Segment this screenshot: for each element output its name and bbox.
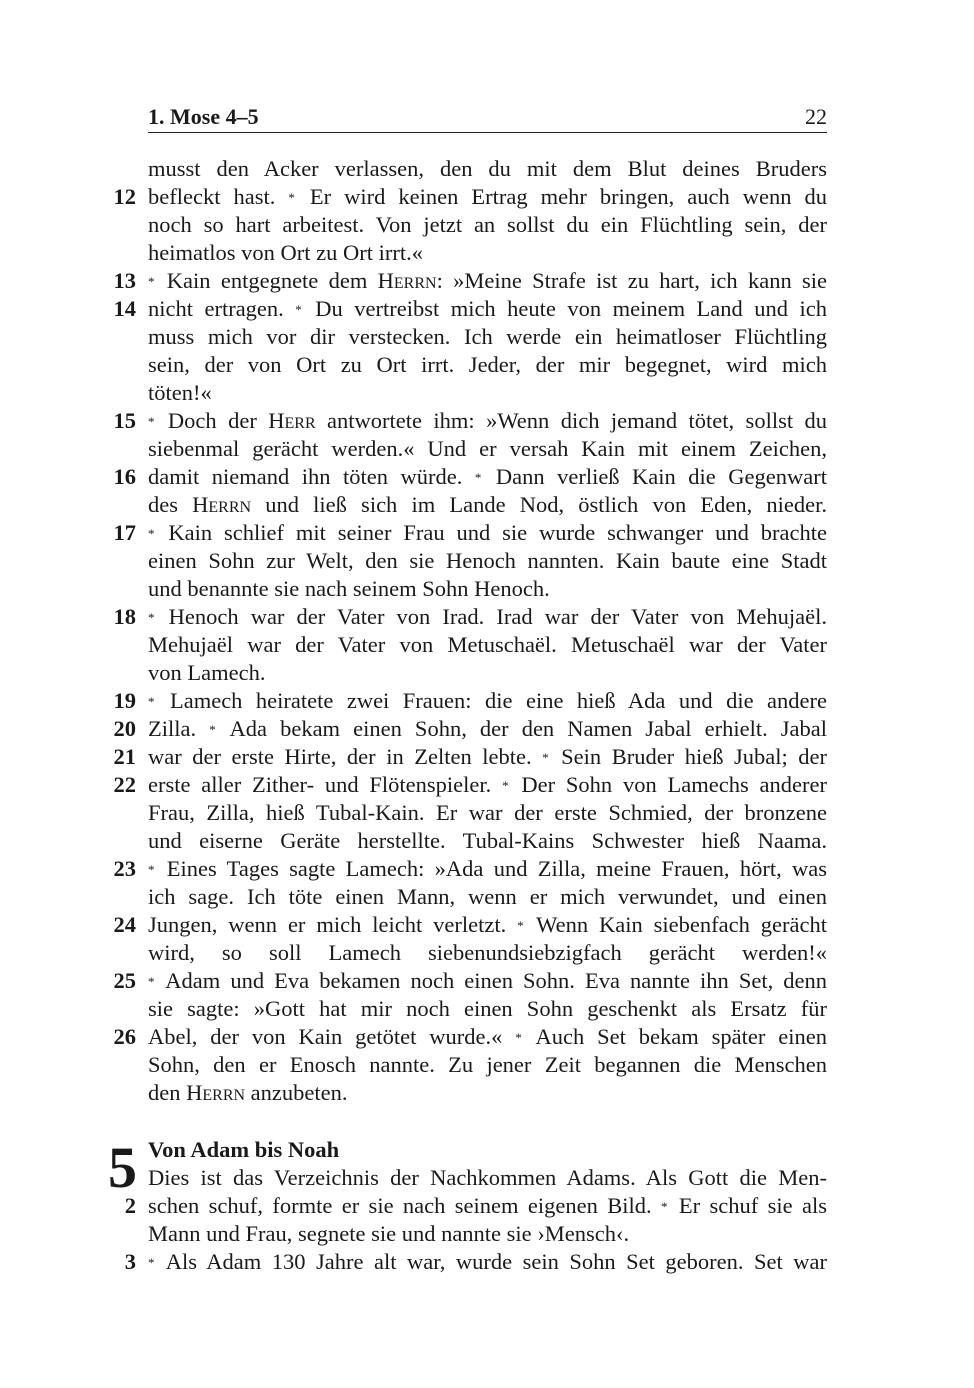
verse-marker: *: [288, 190, 295, 205]
verse-marker: *: [474, 470, 482, 485]
text-line: Sohn, den er Enosch nannte. Zu jener Zeit begannen die Menschen: [148, 1052, 827, 1077]
section-heading: Von Adam bis Noah: [148, 1137, 340, 1162]
text-line: Mann und Frau, segnete sie und nannte sie ›Mensch‹.: [148, 1221, 630, 1246]
verse-marker: *: [148, 1255, 155, 1270]
divine-name: Herrn: [192, 492, 252, 517]
text-line: Frau, Zilla, hieß Tubal-Kain. Er war der erste Schmied, der bronzene: [148, 800, 827, 825]
text-line: damit niemand ihn töten würde. * Dann verließ Kain die Gegenwart: [148, 464, 827, 489]
text-line: schen schuf, formte er sie nach seinem eigenen Bild. * Er schuf sie als: [148, 1193, 827, 1218]
verse-marker: *: [148, 862, 155, 877]
text-line: und eiserne Geräte herstellte. Tubal-Kains Schwester hieß Naama.: [148, 828, 827, 853]
text-line: Abel, der von Kain getötet wurde.« * Auch Set bekam später einen: [148, 1024, 827, 1049]
text-line: * Eines Tages sagte Lamech: »Ada und Zilla, meine Frauen, hört, was: [148, 856, 827, 881]
verse-number: 19: [113, 688, 136, 713]
book-chapter-title: 1. Mose 4–5: [148, 104, 259, 129]
verse-marker: *: [502, 778, 509, 793]
text-line: Jungen, wenn er mich leicht verletzt. * Wenn Kain siebenfach gerächt: [148, 912, 827, 937]
verse-number: 17: [113, 520, 136, 545]
text-line: * Kain entgegnete dem Herrn: »Meine Strafe ist zu hart, ich kann sie: [148, 268, 827, 293]
running-header: [148, 102, 827, 133]
verse-marker: *: [517, 918, 524, 933]
verse-number: 21: [113, 744, 136, 769]
text-line: des Herrn und ließ sich im Lande Nod, östlich von Eden, nieder.: [148, 492, 827, 517]
text-line: und benannte sie nach seinem Sohn Henoch.: [148, 576, 550, 601]
verse-marker: *: [209, 722, 216, 737]
text-line: sein, der von Ort zu Ort irrt. Jeder, der mir begegnet, wird mich: [148, 352, 827, 377]
text-line: von Lamech.: [148, 660, 266, 685]
text-line: einen Sohn zur Welt, den sie Henoch nannten. Kain baute eine Stadt: [148, 548, 827, 573]
text-line: heimatlos von Ort zu Ort irrt.«: [148, 240, 423, 265]
verse-marker: *: [148, 610, 155, 625]
text-line: * Doch der Herr antwortete ihm: »Wenn dich jemand tötet, sollst du: [148, 408, 827, 433]
text-line: nicht ertragen. * Du vertreibst mich heute von meinem Land und ich: [148, 296, 827, 321]
text-line: erste aller Zither- und Flötenspieler. * Der Sohn von Lamechs anderer: [148, 772, 827, 797]
verse-number: 14: [113, 296, 136, 321]
text-line: den Herrn anzubeten.: [148, 1080, 348, 1105]
text-line: sie sagte: »Gott hat mir noch einen Sohn geschenkt als Ersatz für: [148, 996, 827, 1021]
verse-number: 20: [113, 716, 136, 741]
chapter-number: 5: [108, 1135, 137, 1200]
verse-marker: *: [148, 694, 155, 709]
text-line: noch so hart arbeitest. Von jetzt an sollst du ein Flüchtling sein, der: [148, 212, 827, 237]
verse-marker: *: [148, 414, 155, 429]
verse-number: 25: [113, 968, 136, 993]
text-line: muss mich vor dir verstecken. Ich werde ein heimatloser Flüchtling: [148, 324, 827, 349]
verse-number: 23: [113, 856, 136, 881]
verse-marker: *: [661, 1199, 668, 1214]
divine-name: Herrn: [186, 1080, 246, 1105]
verse-marker: *: [148, 526, 155, 541]
text-line: * Lamech heiratete zwei Frauen: die eine hieß Ada und die andere: [148, 688, 827, 713]
text-line: ich sage. Ich töte einen Mann, wenn er mich verwundet, und einen: [148, 884, 827, 909]
verse-number: 22: [113, 772, 136, 797]
verse-marker: *: [295, 302, 302, 317]
text-line: Mehujaël war der Vater von Metuschaël. Metuschaël war der Vater: [148, 632, 827, 657]
verse-number: 12: [113, 184, 136, 209]
verse-marker: *: [515, 1030, 522, 1045]
page-number: 22: [805, 104, 827, 129]
text-line: * Adam und Eva bekamen noch einen Sohn. Eva nannte ihn Set, denn: [148, 968, 827, 993]
verse-number: 16: [113, 464, 136, 489]
text-line: * Kain schlief mit seiner Frau und sie wurde schwanger und brachte: [148, 520, 827, 545]
text-line: siebenmal gerächt werden.« Und er versah Kain mit einem Zeichen,: [148, 436, 827, 461]
verse-number: 18: [113, 604, 136, 629]
text-line: war der erste Hirte, der in Zelten lebte. * Sein Bruder hieß Jubal; der: [148, 744, 827, 769]
verse-number: 2: [124, 1193, 136, 1218]
verse-number: 15: [113, 408, 136, 433]
text-line: Dies ist das Verzeichnis der Nachkommen Adams. Als Gott die Men-: [148, 1165, 827, 1190]
verse-marker: *: [542, 750, 549, 765]
text-line: * Henoch war der Vater von Irad. Irad war der Vater von Mehujaël.: [148, 604, 827, 629]
text-line: befleckt hast. * Er wird keinen Ertrag mehr bringen, auch wenn du: [148, 184, 828, 209]
verse-number: 26: [113, 1024, 136, 1049]
text-line: Zilla. * Ada bekam einen Sohn, der den Namen Jabal erhielt. Jabal: [148, 716, 828, 741]
verse-number: 3: [124, 1249, 136, 1274]
text-line: wird, so soll Lamech siebenundsiebzigfach gerächt werden!«: [148, 940, 827, 965]
text-line: * Als Adam 130 Jahre alt war, wurde sein Sohn Set geboren. Set war: [148, 1249, 827, 1274]
verse-marker: *: [148, 274, 155, 289]
verse-marker: *: [148, 974, 155, 989]
verse-number: 24: [113, 912, 136, 937]
divine-name: Herr: [268, 408, 316, 433]
divine-name: Herrn: [377, 268, 437, 293]
text-line: musst den Acker verlassen, den du mit dem Blut deines Bruders: [148, 156, 827, 181]
text-line: töten!«: [148, 380, 212, 405]
verse-number: 13: [113, 268, 136, 293]
